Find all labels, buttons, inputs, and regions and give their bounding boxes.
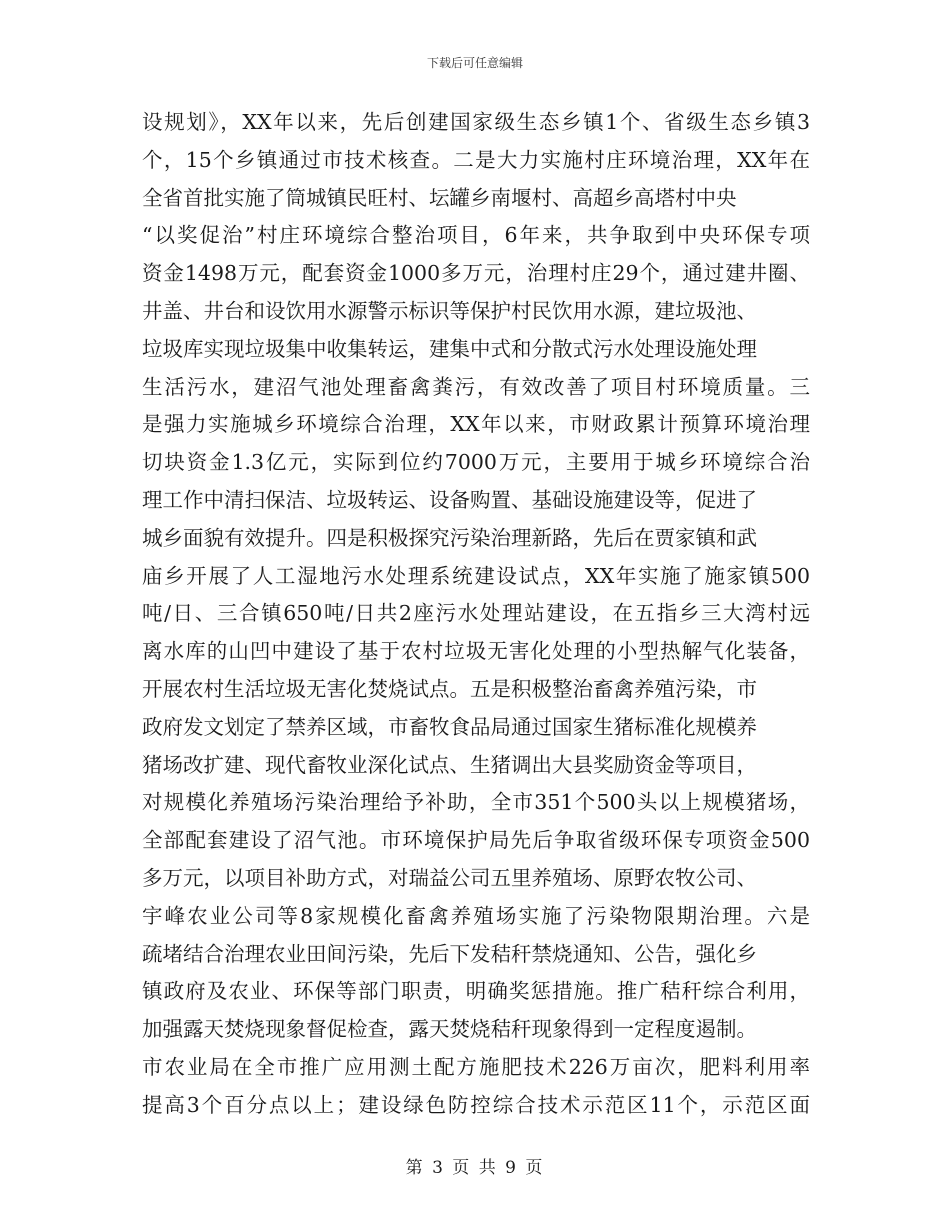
text-line-18: 猪场改扩建、现代畜牧业深化试点、生猪调出大县奖励资金等项目， — [142, 752, 757, 777]
text-line-5: 资金1498万元，配套资金1000多万元，治理村庄29个，通过建井圈、 — [142, 261, 810, 286]
text-line-4: “以奖促治”村庄环境综合整治项目，6年来，共争取到中央环保专项 — [142, 223, 810, 248]
text-line-9: 是强力实施城乡环境综合治理，XX年以来，市财政累计预算环境治理 — [142, 412, 810, 437]
text-line-2: 个，15个乡镇通过市技术核查。二是大力实施村庄环境治理，XX年在 — [142, 147, 810, 172]
text-line-8: 生活污水，建沼气池处理畜禽粪污，有效改善了项目村环境质量。三 — [142, 374, 810, 399]
text-line-27: 提高3个百分点以上；建设绿色防控综合技术示范区11个，示范区面 — [142, 1092, 810, 1117]
page-header-note: 下载后可任意编辑 — [426, 56, 523, 70]
text-line-11: 理工作中清扫保洁、垃圾转运、设备购置、基础设施建设等，促进了 — [142, 487, 757, 512]
text-line-19: 对规模化养殖场污染治理给予补助，全市351个500头以上规模猪场， — [142, 790, 810, 815]
document-body — [142, 104, 810, 1125]
text-line-25: 加强露天焚烧现象督促检查，露天焚烧秸秆现象得到一定程度遏制。 — [142, 1017, 757, 1042]
text-line-24: 镇政府及农业、环保等部门职责，明确奖惩措施。推广秸秆综合利用， — [142, 979, 810, 1004]
text-line-1: 设规划》，XX年以来，先后创建国家级生态乡镇1个、省级生态乡镇3 — [142, 110, 810, 134]
text-line-16: 开展农村生活垃圾无害化焚烧试点。五是积极整治畜禽养殖污染，市 — [142, 676, 757, 701]
text-line-13: 庙乡开展了人工湿地污水处理系统建设试点，XX年实施了施家镇500 — [142, 563, 810, 588]
text-line-3: 全省首批实施了筒城镇民旺村、坛罐乡南堰村、高超乡高塔村中央 — [142, 185, 737, 210]
text-line-21: 多万元，以项目补助方式，对瑞益公司五里养殖场、原野农牧公司、 — [142, 865, 757, 890]
text-line-20: 全部配套建设了沼气池。市环境保护局先后争取省级环保专项资金500 — [142, 828, 810, 853]
text-line-23: 疏堵结合治理农业田间污染，先后下发秸秆禁烧通知、公告，强化乡 — [142, 941, 757, 966]
text-line-26: 市农业局在全市推广应用测土配方施肥技术226万亩次，肥料利用率 — [142, 1054, 810, 1079]
page-number-footer: 第 3 页 共 9 页 — [405, 1158, 545, 1178]
text-line-15: 离水库的山凹中建设了基于农村垃圾无害化处理的小型热解气化装备， — [142, 639, 810, 664]
text-line-17: 政府发文划定了禁养区域，市畜牧食品局通过国家生猪标准化规模养 — [142, 714, 757, 739]
text-line-14: 吨/日、三合镇650吨/日共2座污水处理站建设，在五指乡三大湾村远 — [142, 601, 810, 626]
text-line-7: 垃圾库实现垃圾集中收集转运，建集中式和分散式污水处理设施处理 — [142, 336, 757, 361]
text-line-22: 宇峰农业公司等8家规模化畜禽养殖场实施了污染物限期治理。六是 — [142, 903, 810, 928]
text-line-6: 井盖、井台和设饮用水源警示标识等保护村民饮用水源，建垃圾池、 — [142, 298, 757, 323]
text-line-12: 城乡面貌有效提升。四是积极探究污染治理新路，先后在贾家镇和武 — [142, 525, 757, 550]
text-line-10: 切块资金1.3亿元，实际到位约7000万元，主要用于城乡环境综合治 — [142, 450, 810, 475]
